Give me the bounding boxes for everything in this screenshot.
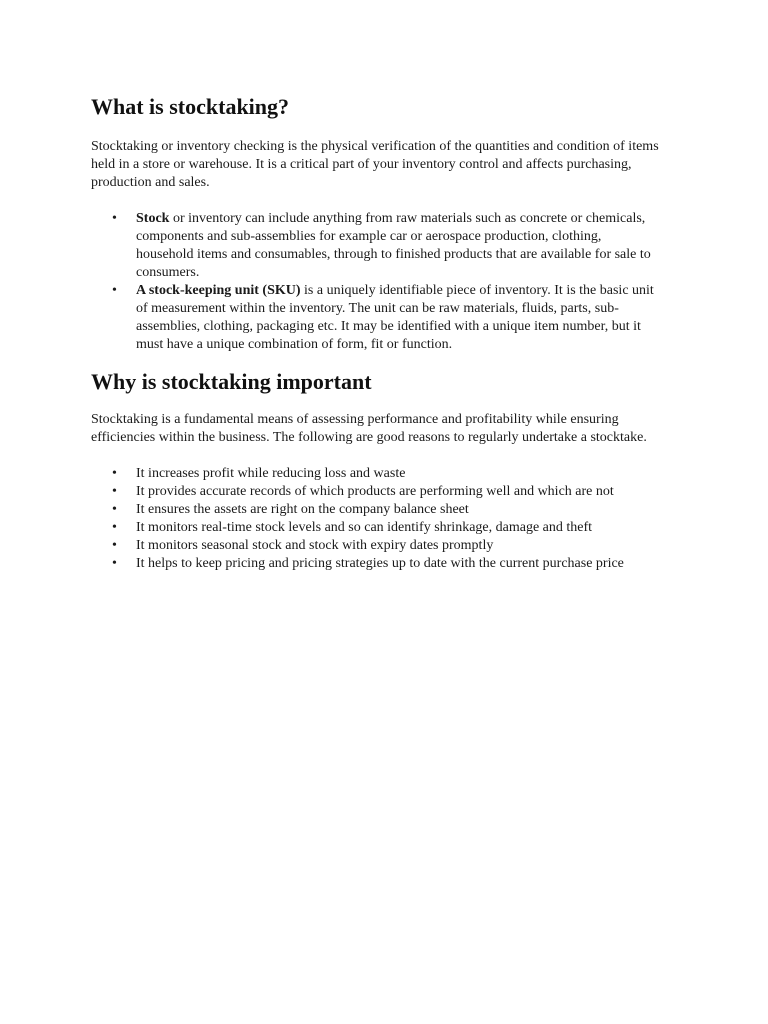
list-item-text: It monitors seasonal stock and stock with expiry dates promptly [136,538,494,553]
list-item [91,519,696,537]
list-item [91,282,656,354]
bullet-icon: • [112,211,117,226]
bullet-icon: • [112,466,117,481]
term-description: or inventory can include anything from raw materials such as concrete or chemicals, components and sub-assemblies for example car or aerospace production, clothing, household items and consumables, through to finished products that are available for sale to consumers. [136,211,651,280]
list-item-text: It provides accurate records of which products are performing well and which are not [136,484,614,499]
document-page [91,0,681,573]
list-item-text: It helps to keep pricing and pricing strategies up to date with the current purchase price [136,556,624,571]
term-description: is a uniquely identifiable piece of inventory. It is the basic unit of measurement within the inventory. The unit can be raw materials, fluids, parts, sub-assemblies, clothing, packaging etc. It may be identified with a unique item number, but it must have a unique combination of form, fit or function. [136,283,654,352]
list-item [91,210,656,282]
bullet-icon: • [112,520,117,535]
list-item-text: It monitors real-time stock levels and so can identify shrinkage, damage and theft [136,520,593,535]
section-heading-what-is-stocktaking: What is stocktaking? [91,94,290,119]
bullet-icon: • [112,538,117,553]
list-item [91,483,696,501]
list-item [91,465,696,483]
list-item [91,501,696,519]
list-item-text: It ensures the assets are right on the company balance sheet [136,502,469,517]
term-bold: A stock-keeping unit (SKU) [136,283,301,298]
bullet-icon: • [112,484,117,499]
term-bold: Stock [136,211,170,226]
bullet-icon: • [112,283,117,298]
list-item [91,555,696,573]
list-item [91,537,696,555]
bullet-icon: • [112,556,117,571]
section-paragraph-what: Stocktaking or inventory checking is the physical verification of the quantities and condition of items held in a store or warehouse. It is a critical part of your inventory control and affects purchasing, production and sales. [91,139,659,190]
bullet-list-stock-definitions [91,210,681,354]
bullet-list-reasons [91,465,681,573]
bullet-icon: • [112,502,117,517]
list-item-text: It increases profit while reducing loss and waste [136,466,406,481]
section-paragraph-why: Stocktaking is a fundamental means of assessing performance and profitability while ensuring efficiencies within the business. The following are good reasons to regularly undertake a stocktake. [91,412,647,445]
section-heading-why-stocktaking-important: Why is stocktaking important [91,369,372,394]
